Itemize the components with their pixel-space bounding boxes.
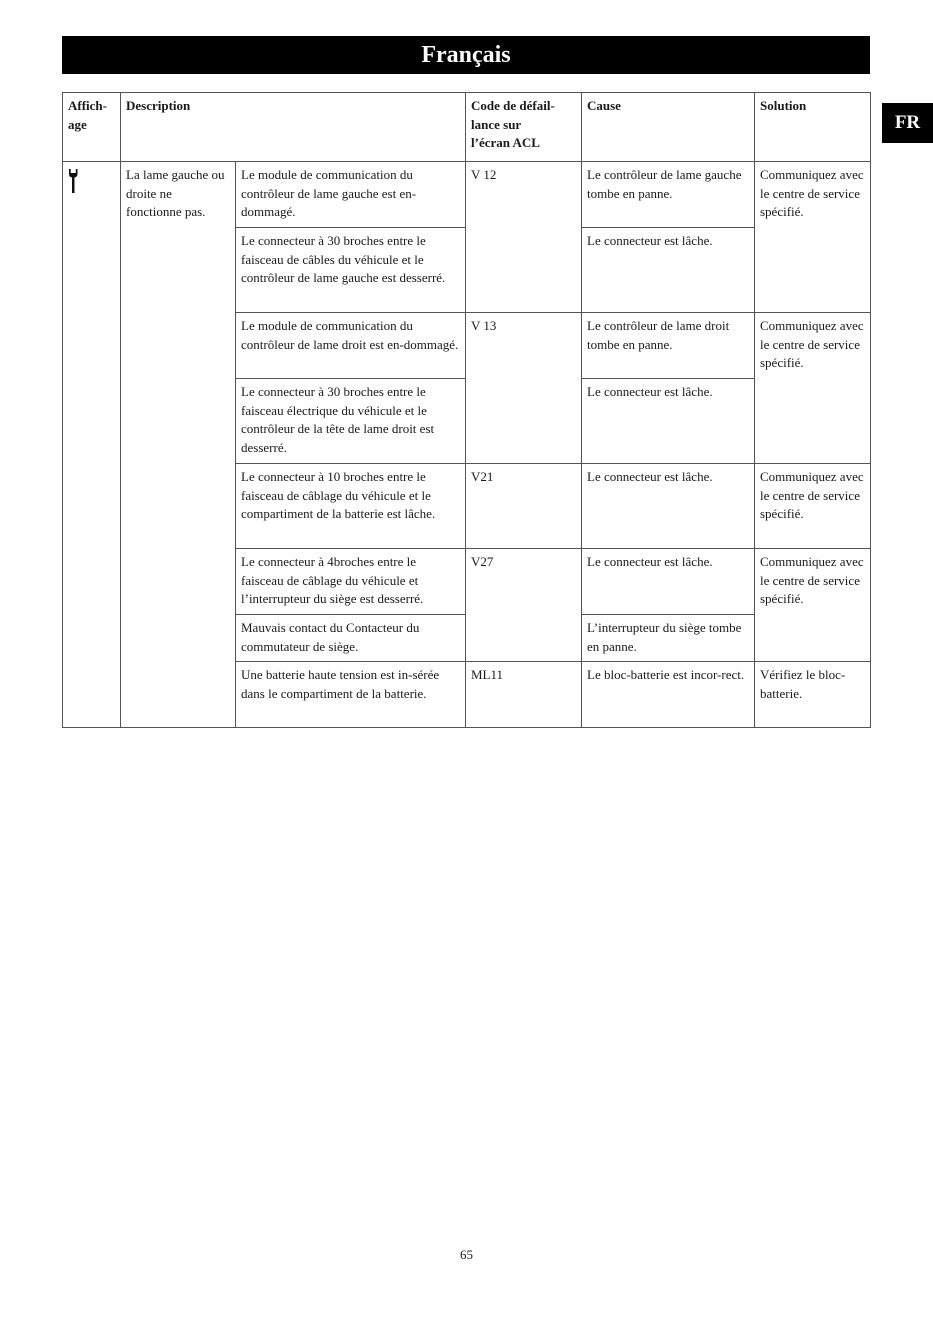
detail-description: Le module de communication du contrôleur de lame droit est en-dommagé.: [236, 313, 466, 379]
page-number: 65: [460, 1247, 473, 1262]
language-tab: FR: [882, 103, 933, 143]
header-cause: Cause: [582, 93, 755, 162]
header-solution: Solution: [755, 93, 871, 162]
solution-text: Communiquez avec le centre de service spécifié.: [755, 549, 871, 662]
cause-text: Le contrôleur de lame droit tombe en panne.: [582, 313, 755, 379]
table-row: [63, 162, 871, 228]
cause-text: Le connecteur est lâche.: [582, 464, 755, 549]
main-description: La lame gauche ou droite ne fonctionne pas.: [121, 162, 236, 728]
cause-text: Le connecteur est lâche.: [582, 379, 755, 464]
fault-code: V27: [466, 549, 582, 662]
detail-description: Le module de communication du contrôleur de lame gauche est en-dommagé.: [236, 162, 466, 228]
cause-text: Le contrôleur de lame gauche tombe en panne.: [582, 162, 755, 228]
fault-code: V 12: [466, 162, 582, 313]
cause-text: Le connecteur est lâche.: [582, 228, 755, 313]
fault-code: V 13: [466, 313, 582, 464]
wrench-icon: [68, 168, 78, 194]
solution-text: Communiquez avec le centre de service spécifié.: [755, 464, 871, 549]
fault-code-table: [62, 92, 871, 728]
detail-description: Une batterie haute tension est in-sérée dans le compartiment de la batterie.: [236, 662, 466, 728]
solution-text: Vérifiez le bloc-batterie.: [755, 662, 871, 728]
header-description: Description: [121, 93, 466, 162]
detail-description: Le connecteur à 4broches entre le faisceau de câblage du véhicule et l’interrupteur du siège est desserré.: [236, 549, 466, 615]
detail-description: Mauvais contact du Contacteur du commutateur de siège.: [236, 615, 466, 662]
fault-code: ML11: [466, 662, 582, 728]
header-affichage: Affich- age: [63, 93, 121, 162]
detail-description: Le connecteur à 10 broches entre le faisceau de câblage du véhicule et le compartiment de la batterie est lâche.: [236, 464, 466, 549]
display-icon-cell: [63, 162, 121, 728]
solution-text: Communiquez avec le centre de service spécifié.: [755, 162, 871, 313]
table-header-row: [63, 93, 871, 162]
cause-text: Le bloc-batterie est incor-rect.: [582, 662, 755, 728]
page-title: Français: [62, 36, 870, 74]
cause-text: Le connecteur est lâche.: [582, 549, 755, 615]
detail-description: Le connecteur à 30 broches entre le faisceau de câbles du véhicule et le contrôleur de lame gauche est desserré.: [236, 228, 466, 313]
header-code: Code de défail- lance sur l’écran ACL: [466, 93, 582, 162]
fault-code: V21: [466, 464, 582, 549]
detail-description: Le connecteur à 30 broches entre le faisceau électrique du véhicule et le contrôleur de la tête de lame droit est desserré.: [236, 379, 466, 464]
solution-text: Communiquez avec le centre de service spécifié.: [755, 313, 871, 464]
cause-text: L’interrupteur du siège tombe en panne.: [582, 615, 755, 662]
